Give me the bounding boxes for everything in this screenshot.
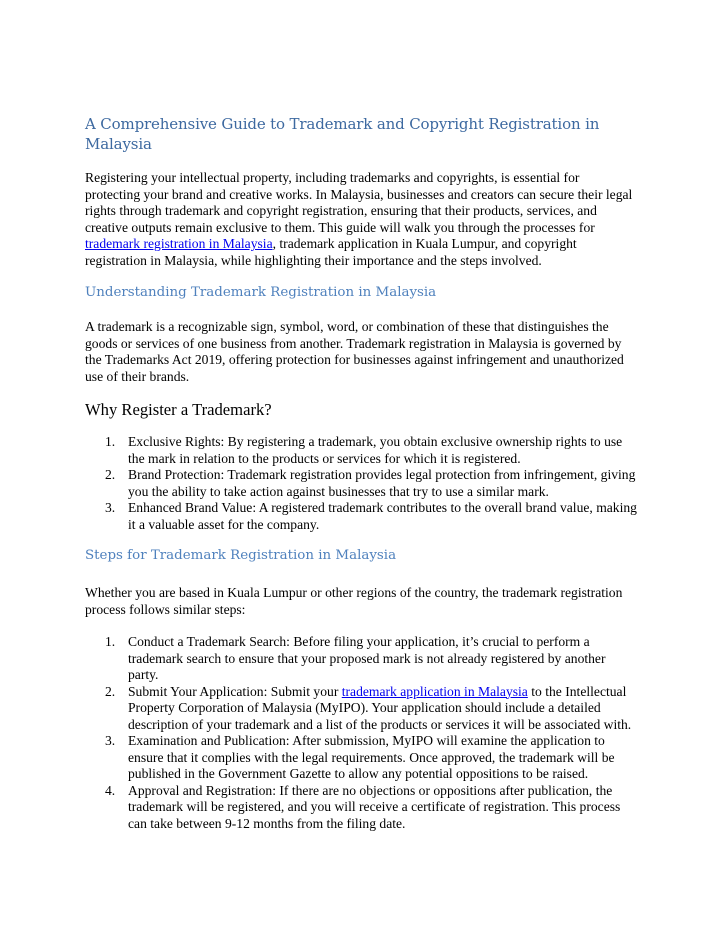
list-item-text: Examination and Publication: After submission, MyIPO will examine the application to ensure that it complies with the legal requirements. Once approved, the trademark will be published in the Government Gazette to allow any potential oppositions to be raised. (128, 733, 615, 781)
section-heading-understanding: Understanding Trademark Registration in Malaysia (85, 285, 437, 300)
intro-text-end: , trademark application in Kuala Lumpur, and copyright registration in Malaysia, while highlighting their importance and the steps involved. (85, 236, 577, 268)
list-item (85, 467, 637, 500)
list-number: 1. (105, 634, 116, 649)
section-heading-steps: Steps for Trademark Registration in Malaysia (85, 548, 397, 563)
list-item-text: Brand Protection: Trademark registration provides legal protection from infringement, giving you the ability to take action against businesses that try to use a similar mark. (128, 467, 636, 499)
intro-paragraph (85, 170, 637, 269)
list-number: 3. (105, 733, 116, 748)
list-number: 2. (105, 683, 116, 699)
list-item-text-start: Submit Your Application: Submit your (128, 683, 342, 699)
list-number: 1. (105, 434, 116, 449)
list-item-text: Approval and Registration: If there are no objections or oppositions after publication, the trademark will be registered, and you will receive a certificate of registration. This process can take between 9-12 months from the filing date. (128, 782, 621, 831)
list-item (85, 434, 637, 467)
section1-paragraph: A trademark is a recognizable sign, symbol, word, or combination of these that distinguishes the goods or services of one business from another. Trademark registration in Malaysia is governed by the Trademarks Act 2019, offering protection for businesses against infringement and unauthorized use of their brands. (85, 319, 624, 384)
list-number: 3. (105, 500, 116, 515)
list-item (85, 634, 637, 684)
section3-paragraph: Whether you are based in Kuala Lumpur or other regions of the country, the trademark registration process follows similar steps: (85, 585, 623, 617)
list-number: 2. (105, 467, 116, 482)
page-title: A Comprehensive Guide to Trademark and Copyright Registration in Malaysia (85, 115, 600, 153)
list-item-text-end: to the Intellectual Property Corporation of Malaysia (MyIPO). Your application should include a detailed description of your trademark and a list of the products or services it will be associated with. (128, 683, 632, 732)
list-item-text: Conduct a Trademark Search: Before filing your application, it’s crucial to perform a trademark search to ensure that your proposed mark is not already registered by another party. (128, 634, 606, 682)
list-item (85, 733, 637, 783)
list-item (85, 684, 637, 734)
intro-text-start: Registering your intellectual property, including trademarks and copyrights, is essential for protecting your brand and creative works. In Malaysia, businesses and creators can secure their legal rights through trademark and copyright registration, ensuring that their products, services, and creative outputs remain exclusive to them. This guide will walk you through the processes for (85, 170, 633, 235)
list-number: 4. (105, 782, 116, 798)
registration-steps-list (85, 634, 637, 832)
list-item-text: Enhanced Brand Value: A registered trademark contributes to the overall brand value, making it a valuable asset for the company. (128, 500, 637, 532)
section-heading-why-register: Why Register a Trademark? (85, 400, 272, 419)
list-item (85, 500, 637, 533)
trademark-registration-link[interactable]: trademark registration in Malaysia (85, 236, 273, 251)
list-item-text: Exclusive Rights: By registering a trademark, you obtain exclusive ownership rights to use the mark in relation to the products or services for which it is registered. (128, 434, 623, 466)
why-register-list (85, 434, 637, 533)
trademark-application-link[interactable]: trademark application in Malaysia (341, 683, 528, 699)
list-item (85, 783, 637, 833)
